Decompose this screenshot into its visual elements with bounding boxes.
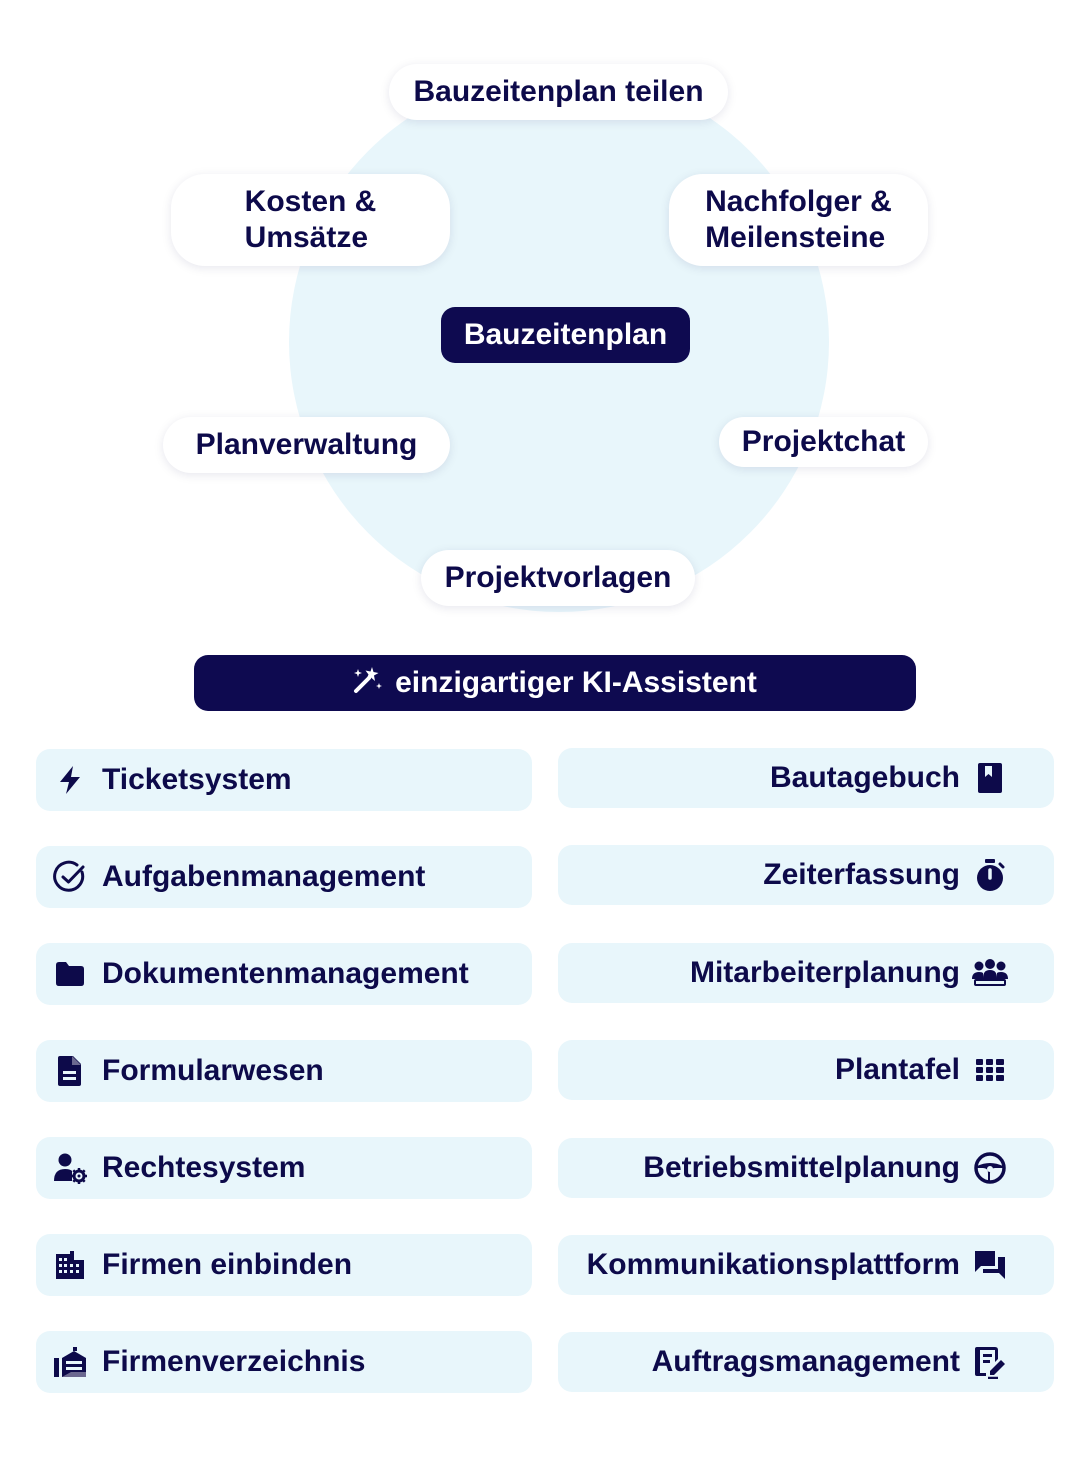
building-icon — [52, 1247, 88, 1283]
feature-formularwesen[interactable] — [36, 1040, 532, 1102]
pill-projektchat[interactable] — [719, 417, 928, 467]
pill-kosten-umsaetze[interactable] — [171, 174, 450, 266]
feature-aufgabenmanagement[interactable] — [36, 846, 532, 908]
feature-label: Firmenverzeichnis — [102, 1345, 366, 1378]
feature-kommunikationsplattform[interactable] — [558, 1235, 1054, 1295]
feature-plantafel[interactable] — [558, 1040, 1054, 1100]
feature-label: Auftragsmanagement — [651, 1345, 960, 1378]
lightning-icon — [52, 762, 88, 798]
company-directory-icon — [52, 1344, 88, 1380]
feature-label: Dokumentenmanagement — [102, 957, 469, 990]
feature-label: Zeiterfassung — [763, 858, 960, 891]
feature-label: Betriebsmittelplanung — [643, 1151, 960, 1184]
feature-label: Formularwesen — [102, 1054, 324, 1087]
steering-wheel-icon — [972, 1150, 1008, 1186]
grid-icon — [972, 1052, 1008, 1088]
ki-assistant-label: einzigartiger KI-Assistent — [395, 666, 757, 699]
feature-label: Mitarbeiterplanung — [689, 956, 960, 989]
feature-auftragsmanagement[interactable] — [558, 1332, 1054, 1392]
magic-wand-icon — [353, 664, 395, 702]
feature-dokumentenmanagement[interactable] — [36, 943, 532, 1005]
feature-firmenverzeichnis[interactable] — [36, 1331, 532, 1393]
pill-label: Bauzeitenplan teilen — [413, 75, 704, 108]
feature-bautagebuch[interactable] — [558, 748, 1054, 808]
pill-bauzeitenplan-teilen[interactable] — [389, 64, 728, 120]
feature-zeiterfassung[interactable] — [558, 845, 1054, 905]
pill-label: Projektvorlagen — [444, 561, 672, 594]
stopwatch-icon — [972, 857, 1008, 893]
folder-icon — [52, 956, 88, 992]
feature-label: Aufgabenmanagement — [102, 860, 426, 893]
center-label: Bauzeitenplan — [463, 318, 668, 351]
pill-planverwaltung[interactable] — [163, 417, 450, 473]
pill-label: Planverwaltung — [195, 428, 418, 461]
feature-label: Kommunikationsplattform — [586, 1248, 960, 1281]
feature-rechtesystem[interactable] — [36, 1137, 532, 1199]
order-edit-icon — [972, 1344, 1008, 1380]
feature-label: Plantafel — [834, 1053, 960, 1086]
feature-firmen-einbinden[interactable] — [36, 1234, 532, 1296]
pill-label: Nachfolger & Meilensteine — [705, 185, 892, 254]
document-icon — [52, 1053, 88, 1089]
ki-assistant-bar[interactable] — [194, 655, 916, 711]
feature-mitarbeiterplanung[interactable] — [558, 943, 1054, 1003]
pill-projektvorlagen[interactable] — [421, 550, 695, 606]
pill-label: Kosten & Umsätze — [244, 185, 377, 254]
team-icon — [972, 955, 1008, 991]
pill-label: Projektchat — [741, 425, 906, 458]
chat-icon — [972, 1247, 1008, 1283]
feature-label: Ticketsystem — [102, 763, 292, 796]
center-node-bauzeitenplan[interactable] — [441, 307, 690, 363]
user-settings-icon — [52, 1150, 88, 1186]
feature-label: Firmen einbinden — [102, 1248, 353, 1281]
feature-betriebsmittelplanung[interactable] — [558, 1138, 1054, 1198]
feature-label: Rechtesystem — [102, 1151, 306, 1184]
feature-label: Bautagebuch — [769, 761, 960, 794]
check-circle-icon — [52, 859, 88, 895]
book-icon — [972, 760, 1008, 796]
pill-nachfolger-meilensteine[interactable] — [669, 174, 928, 266]
feature-ticketsystem[interactable] — [36, 749, 532, 811]
